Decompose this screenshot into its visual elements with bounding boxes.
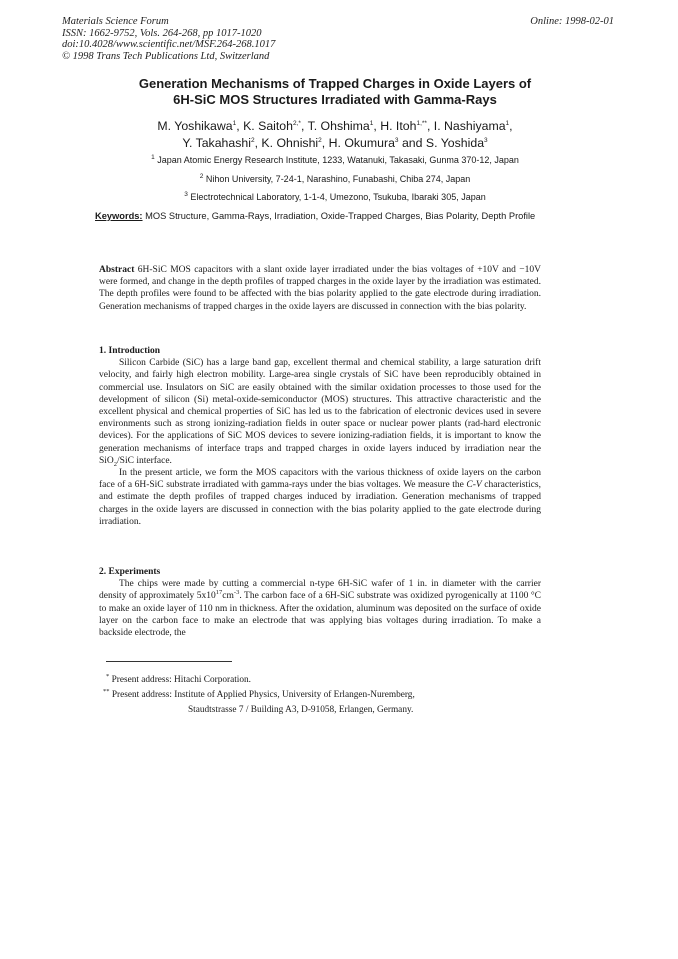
paragraph-text: In the present article, we form the MOS capacitors with the various thickness of oxide layers on the carbon face of a 6H-SiC substrate irradiated with gamma-rays under the bias voltages. We measure the (99, 468, 541, 491)
affiliation-number: 1 (151, 154, 155, 161)
author-list (95, 118, 575, 152)
abstract-text: 6H-SiC MOS capacitors with a slant oxide layer irradiated under the bias voltages of +10V and −10V were formed, and change in the depth profiles of trapped charges in the oxide layer by the irradiation was estimated. The depth profiles were found to be affected with the bias polarity applied to the gate electrode during irradiation. Generation mechanisms of trapped charges in the oxide layers are discussed in connection with the bias polarity. (99, 265, 541, 312)
affiliation-1 (95, 155, 575, 165)
footnote-divider (106, 661, 232, 662)
author-affiliation-mark: 1,** (416, 119, 427, 127)
affiliation-number: 2 (199, 173, 204, 180)
exponent: -3 (233, 589, 240, 597)
section-heading: 2. Experiments (99, 567, 161, 577)
author-name: T. Ohshima (307, 119, 370, 133)
journal-name: Materials Science Forum (62, 16, 169, 27)
author-name: K. Saitoh (243, 119, 293, 133)
abstract-label: Abstract (99, 265, 135, 275)
issn-line: ISSN: 1662-9752, Vols. 264-268, pp 1017-1020 (62, 27, 262, 39)
paragraph-text: The chips were made by cutting a commercial n-type 6H-SiC wafer of 1 in. in diameter with the carrier density of approximately 5x10 (99, 579, 541, 602)
experiments-section (99, 566, 541, 639)
paragraph-text: characteristics, and estimate the depth profiles of trapped charges induced by irradiation. Generation mechanisms of trapped charges in the oxide layers are discussed in connection with the bias polarity applied to the gate electrode during irradiation. (99, 480, 541, 527)
footnote-2-continued (188, 705, 413, 715)
doi-line: doi:10.4028/www.scientific.net/MSF.264-268.1017 (62, 39, 276, 50)
formula-subscript: 2 (113, 460, 118, 468)
author-affiliation-mark: 3 (394, 136, 399, 144)
online-date: Online: 1998-02-01 (530, 16, 614, 27)
paragraph-text: . The carbon face of a 6H-SiC substrate was oxidized pyrogenically at 1100 °C to make an oxide layer of 110 nm in thickness. After the oxidation, aluminum was deposited on the surface of oxide layer on the carbon face to make an electrode that was applying bias voltages during irradiation. To make a backside electrode, the (99, 591, 541, 639)
copyright-line: © 1998 Trans Tech Publications Ltd, Switzerland (62, 50, 270, 62)
italic-term: C-V (466, 480, 482, 491)
paragraph-text: Silicon Carbide (SiC) has a large band gap, excellent thermal and chemical stability, a large saturation drift velocity, and fairly high electron mobility. Large-area single crystals of SiC have been reproducibly obtained in commercial use. Insulators on SiC are easily obtained with the similar oxidation processes to those used for the development of silicon (Si) metal-oxide-semiconductor (MOS) structures. This attractive characteristic and the excellent physical and chemical properties of SiC has led us to the fabrication of electronic devices used in severe environments such as strong ionizing-radiation fields in outer space or nuclear power plants (rad-hard electronic devices). For the applications of SiC MOS devices to severe ionizing-radiation fields, it is important to know the generation mechanisms of interface traps and trapped charges in oxide layers induced by irradiation near the (99, 358, 541, 454)
author-affiliation-mark: 1 (369, 119, 374, 127)
footnote-text: Present address: Institute of Applied Physics, University of Erlangen-Nuremberg, (111, 690, 415, 700)
author-name: H. Okumura (328, 136, 395, 150)
affiliation-2 (95, 174, 575, 184)
footnote-text: Staudtstrasse 7 / Building A3, D-91058, Erlangen, Germany. (188, 705, 414, 715)
affiliation-number: 3 (184, 191, 188, 198)
author-affiliation-mark: 3 (484, 136, 488, 144)
footnote-1 (106, 672, 251, 685)
section-heading: 1. Introduction (99, 346, 161, 356)
title-line-1: Generation Mechanisms of Trapped Charges in Oxide Layers of (138, 76, 532, 91)
paragraph (99, 578, 541, 639)
affiliation-3 (95, 192, 575, 202)
unit-text: cm (222, 591, 234, 602)
author-affiliation-mark: 2 (250, 136, 255, 144)
affiliation-text: Electrotechnical Laboratory, 1-1-4, Umezono, Tsukuba, Ibaraki 305, Japan (190, 192, 486, 202)
author-name: K. Ohnishi (261, 136, 319, 150)
author-affiliation-mark: 2 (318, 136, 322, 144)
author-line-1: M. Yoshikawa$^1$, K. Saitoh$^{2,*}$, T. Ohshima$^1$, H. Itoh$^{1,**}$, I. Nashiyama$^1$, (157, 119, 513, 133)
footnote-text: Present address: Hitachi Corporation. (111, 675, 251, 685)
title-line-2: 6H-SiC MOS Structures Irradiated with Gamma-Rays (173, 92, 497, 107)
paragraph (99, 357, 541, 467)
affiliation-text: Nihon University, 7-24-1, Narashino, Funabashi, Chiba 274, Japan (205, 174, 471, 184)
paragraph (99, 467, 541, 528)
author-name: Y. Takahashi (182, 136, 251, 150)
keywords-label: Keywords: (95, 211, 143, 221)
publication-header (62, 16, 275, 62)
author-name: S. Yoshida (425, 136, 485, 150)
abstract (99, 264, 541, 313)
keywords-text: MOS Structure, Gamma-Rays, Irradiation, Oxide-Trapped Charges, Bias Polarity, Depth Profile (145, 211, 536, 221)
introduction-section (99, 345, 541, 528)
author-name: M. Yoshikawa (157, 119, 233, 133)
author-affiliation-mark: 1 (232, 119, 237, 127)
affiliation-text: Japan Atomic Energy Research Institute, 1233, Watanuki, Takasaki, Gunma 370-12, Japan (157, 155, 519, 165)
author-name: I. Nashiyama (433, 119, 506, 133)
paper-title (100, 76, 570, 108)
formula-text: SiO (99, 455, 114, 466)
exponent: 17 (215, 589, 223, 597)
footnote-mark: * (106, 672, 110, 680)
author-line-2: Y. Takahashi$^2$, K. Ohnishi$^2$, H. Okumura$^3$ and S. Yoshida$^3$ (182, 136, 488, 150)
paragraph-text: /SiC interface. (117, 455, 172, 466)
author-affiliation-mark: 2,* (292, 119, 301, 127)
author-affiliation-mark: 1 (505, 119, 510, 127)
author-name: H. Itoh (380, 119, 417, 133)
footnote-2 (103, 687, 415, 700)
keywords-block (95, 210, 545, 222)
footnote-mark: ** (103, 687, 110, 695)
